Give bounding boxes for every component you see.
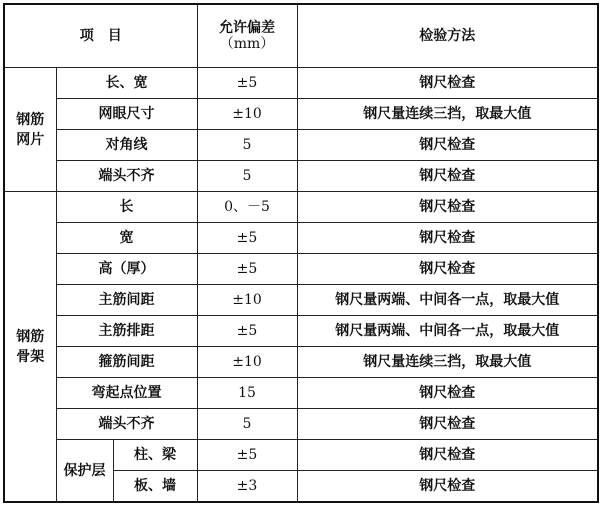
row-method: 钢尺检查 [297,471,598,503]
table-row [4,316,598,347]
row-tolerance: ±5 [197,254,297,285]
row-method: 钢尺检查 [297,378,598,409]
header-item: 项 目 [4,4,197,68]
table-row [4,130,598,161]
row-tolerance: ±10 [197,285,297,316]
row-item: 主筋间距 [56,285,197,316]
row-method: 钢尺检查 [297,254,598,285]
row-item: 柱、梁 [113,440,197,471]
row-method: 钢尺检查 [297,409,598,440]
row-item: 板、墙 [113,471,197,503]
row-item: 宽 [56,223,197,254]
row-item: 端头不齐 [56,161,197,192]
category-mesh: 钢筋 网片 [4,68,56,192]
row-method: 钢尺检查 [297,192,598,223]
row-tolerance: 15 [197,378,297,409]
header-row [4,4,598,68]
row-item: 长 [56,192,197,223]
row-method: 钢尺检查 [297,161,598,192]
table-row [4,99,598,130]
row-method: 钢尺检查 [297,130,598,161]
row-tolerance: 5 [197,409,297,440]
row-item: 主筋排距 [56,316,197,347]
row-tolerance: ±5 [197,223,297,254]
table-row [4,223,598,254]
header-tolerance: 允许偏差 （mm） [197,4,297,68]
row-method: 钢尺检查 [297,223,598,254]
row-method: 钢尺检查 [297,68,598,99]
category-cage: 钢筋 骨架 [4,192,56,503]
row-item: 长、宽 [56,68,197,99]
protection-layer-label: 保护层 [56,440,113,503]
table-row [4,409,598,440]
row-method: 钢尺量连续三挡，取最大值 [297,347,598,378]
row-item: 网眼尺寸 [56,99,197,130]
table-row [4,440,598,471]
table-row [4,68,598,99]
row-item: 箍筋间距 [56,347,197,378]
table-row [4,285,598,316]
row-item: 对角线 [56,130,197,161]
row-item: 高（厚） [56,254,197,285]
header-method: 检验方法 [297,4,598,68]
row-tolerance: 5 [197,130,297,161]
tolerance-table [3,3,599,503]
row-tolerance: ±10 [197,99,297,130]
row-tolerance: 5 [197,161,297,192]
row-item: 弯起点位置 [56,378,197,409]
row-tolerance: ±5 [197,440,297,471]
row-tolerance: ±10 [197,347,297,378]
table-row [4,192,598,223]
row-method: 钢尺量连续三挡，取最大值 [297,99,598,130]
row-tolerance: 0、－5 [197,192,297,223]
row-method: 钢尺量两端、中间各一点，取最大值 [297,285,598,316]
table-row [4,378,598,409]
row-method: 钢尺量两端、中间各一点，取最大值 [297,316,598,347]
table-row [4,347,598,378]
table-row [4,254,598,285]
table-row [4,161,598,192]
row-method: 钢尺检查 [297,440,598,471]
row-tolerance: ±5 [197,68,297,99]
row-tolerance: ±3 [197,471,297,503]
row-item: 端头不齐 [56,409,197,440]
row-tolerance: ±5 [197,316,297,347]
